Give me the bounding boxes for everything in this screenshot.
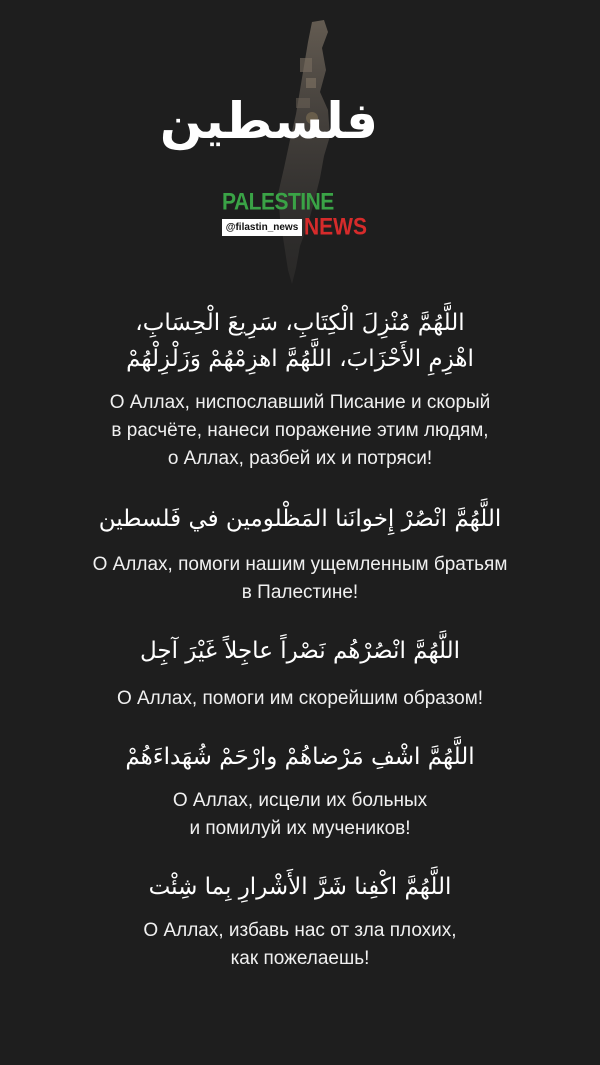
logo-calligraphy: فلسطين: [159, 92, 378, 150]
prayers-list: [30, 305, 570, 973]
prayer-arabic-line: اهْزِمِ الأَحْزَابَ، اللَّهُمَّ اهزِمْهُمْ وَزَلْزِلْهُمْ: [126, 346, 474, 372]
prayer-arabic-line: اللَّهُمَّ اكْفِنا شَرَّ الأَشْرارِ بِما شِئْت: [148, 874, 452, 900]
prayer-block: [30, 633, 570, 713]
prayer-translation-line: О Аллах, избавь нас от зла плохих,: [143, 920, 457, 941]
prayer-translation-line: О Аллах, помоги им скорейшим образом!: [116, 688, 484, 709]
prayer-translation-line: в Палестине!: [241, 582, 359, 603]
prayer-translation-line: О Аллах, ниспославший Писание и скорый: [109, 392, 491, 413]
logo-brand-name: PALESTINE: [222, 188, 334, 216]
prayer-arabic-line: اللَّهُمَّ انْصُرْ إِخوانَنا المَظْلومين في فَلسطين: [98, 506, 502, 532]
prayer-translation-line: О Аллах, исцели их больных: [172, 790, 428, 811]
prayer-arabic-line: اللَّهُمَّ اشْفِ مَرْضاهُمْ وارْحَمْ شُهَداءَهُمْ: [125, 744, 475, 770]
channel-logo: [159, 18, 400, 288]
prayer-block: [30, 501, 570, 607]
prayer-block: [30, 739, 570, 843]
logo-news-label: NEWS: [304, 213, 367, 241]
prayer-block: [30, 869, 570, 973]
prayer-translation-line: в расчёте, нанеси поражение этим людям,: [111, 420, 489, 441]
prayer-translation-line: как пожелаешь!: [230, 948, 370, 969]
logo-channel-handle: @filastin_news: [222, 219, 302, 236]
prayer-arabic-line: اللَّهُمَّ انْصُرْهُم نَصْراً عاجِلاً غَيْرَ آجِل: [139, 638, 461, 664]
prayer-translation-line: О Аллах, помоги нашим ущемленным братьям: [92, 554, 508, 575]
palestine-map-icon: [159, 18, 400, 288]
prayer-arabic-line: اللَّهُمَّ مُنْزِلَ الْكِتَابِ، سَرِيعَ الْحِسَابِ،: [135, 310, 465, 336]
prayer-translation-line: и помилуй их мучеников!: [189, 818, 411, 839]
prayer-translation-line: о Аллах, разбей их и потряси!: [167, 448, 433, 469]
prayer-block: [30, 305, 570, 473]
